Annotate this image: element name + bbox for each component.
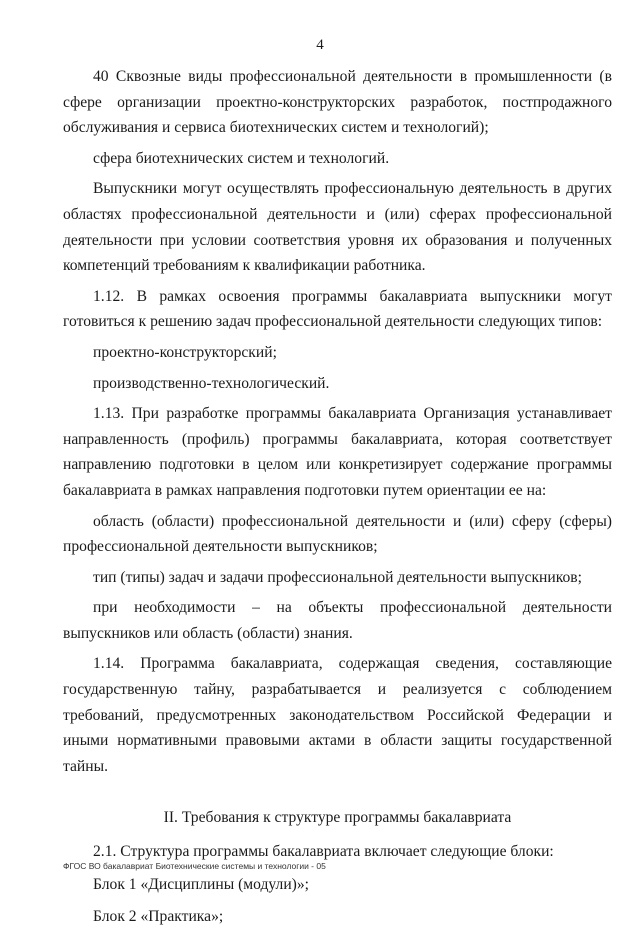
paragraph-sphere: сфера биотехнических систем и технологий. bbox=[93, 149, 390, 167]
section-heading: II. Требования к структуре программы бакалавриата bbox=[163, 809, 512, 827]
paragraph-1-13: 1.13. При разработке программы бакалавриата Организация устанавливает направленность (профиль) программы бакалавриата, которая соответствует направлению подготовки в целом или конкретизирует содержание программы бакалавриата в рамках направления подготовки путем ориентации ее на: bbox=[63, 405, 612, 499]
page-footer: ФГОС ВО бакалавриат Биотехнические системы и технологии - 05 bbox=[63, 861, 326, 871]
paragraph-graduates: Выпускники могут осуществлять профессиональную деятельность в других областях профессиональной деятельности и (или) сферах профессиональной деятельности при условии соответствия уровня их образования и полученных компетенций требованиям к квалификации работника. bbox=[63, 180, 612, 275]
paragraph-block-2: Блок 2 «Практика»; bbox=[93, 908, 224, 926]
paragraph-block-1: Блок 1 «Дисциплины (модули)»; bbox=[93, 875, 309, 893]
paragraph-task-types: тип (типы) задач и задачи профессиональной деятельности выпускников; bbox=[93, 568, 582, 586]
paragraph-production: производственно-технологический. bbox=[93, 374, 330, 392]
paragraph-1-12: 1.12. В рамках освоения программы бакалавриата выпускники могут готовиться к решению задач профессиональной деятельности следующих типов: bbox=[63, 287, 612, 331]
paragraph-objects: при необходимости – на объекты профессиональной деятельности выпускников или область (области) знания. bbox=[63, 599, 612, 642]
page-number: 4 bbox=[316, 37, 324, 53]
paragraph-area: область (области) профессиональной деятельности и (или) сферу (сферы) профессиональной деятельности выпускников; bbox=[63, 512, 612, 556]
document-body bbox=[63, 64, 612, 930]
paragraph-design: проектно-конструкторский; bbox=[93, 343, 277, 361]
paragraph-industry: 40 Сквозные виды профессиональной деятельности в промышленности (в сфере организации проектно-конструкторских разработок, постпродажного обслуживания и сервиса биотехнических систем и технологий); bbox=[63, 68, 612, 137]
paragraph-2-1: 2.1. Структура программы бакалавриата включает следующие блоки: bbox=[93, 843, 554, 861]
paragraph-1-14: 1.14. Программа бакалавриата, содержащая сведения, составляющие государственную тайну, разрабатывается и реализуется с соблюдением требований, предусмотренных законодательством Российской Федерации и иными нормативными правовыми актами в области защиты государственной тайны. bbox=[63, 655, 612, 775]
